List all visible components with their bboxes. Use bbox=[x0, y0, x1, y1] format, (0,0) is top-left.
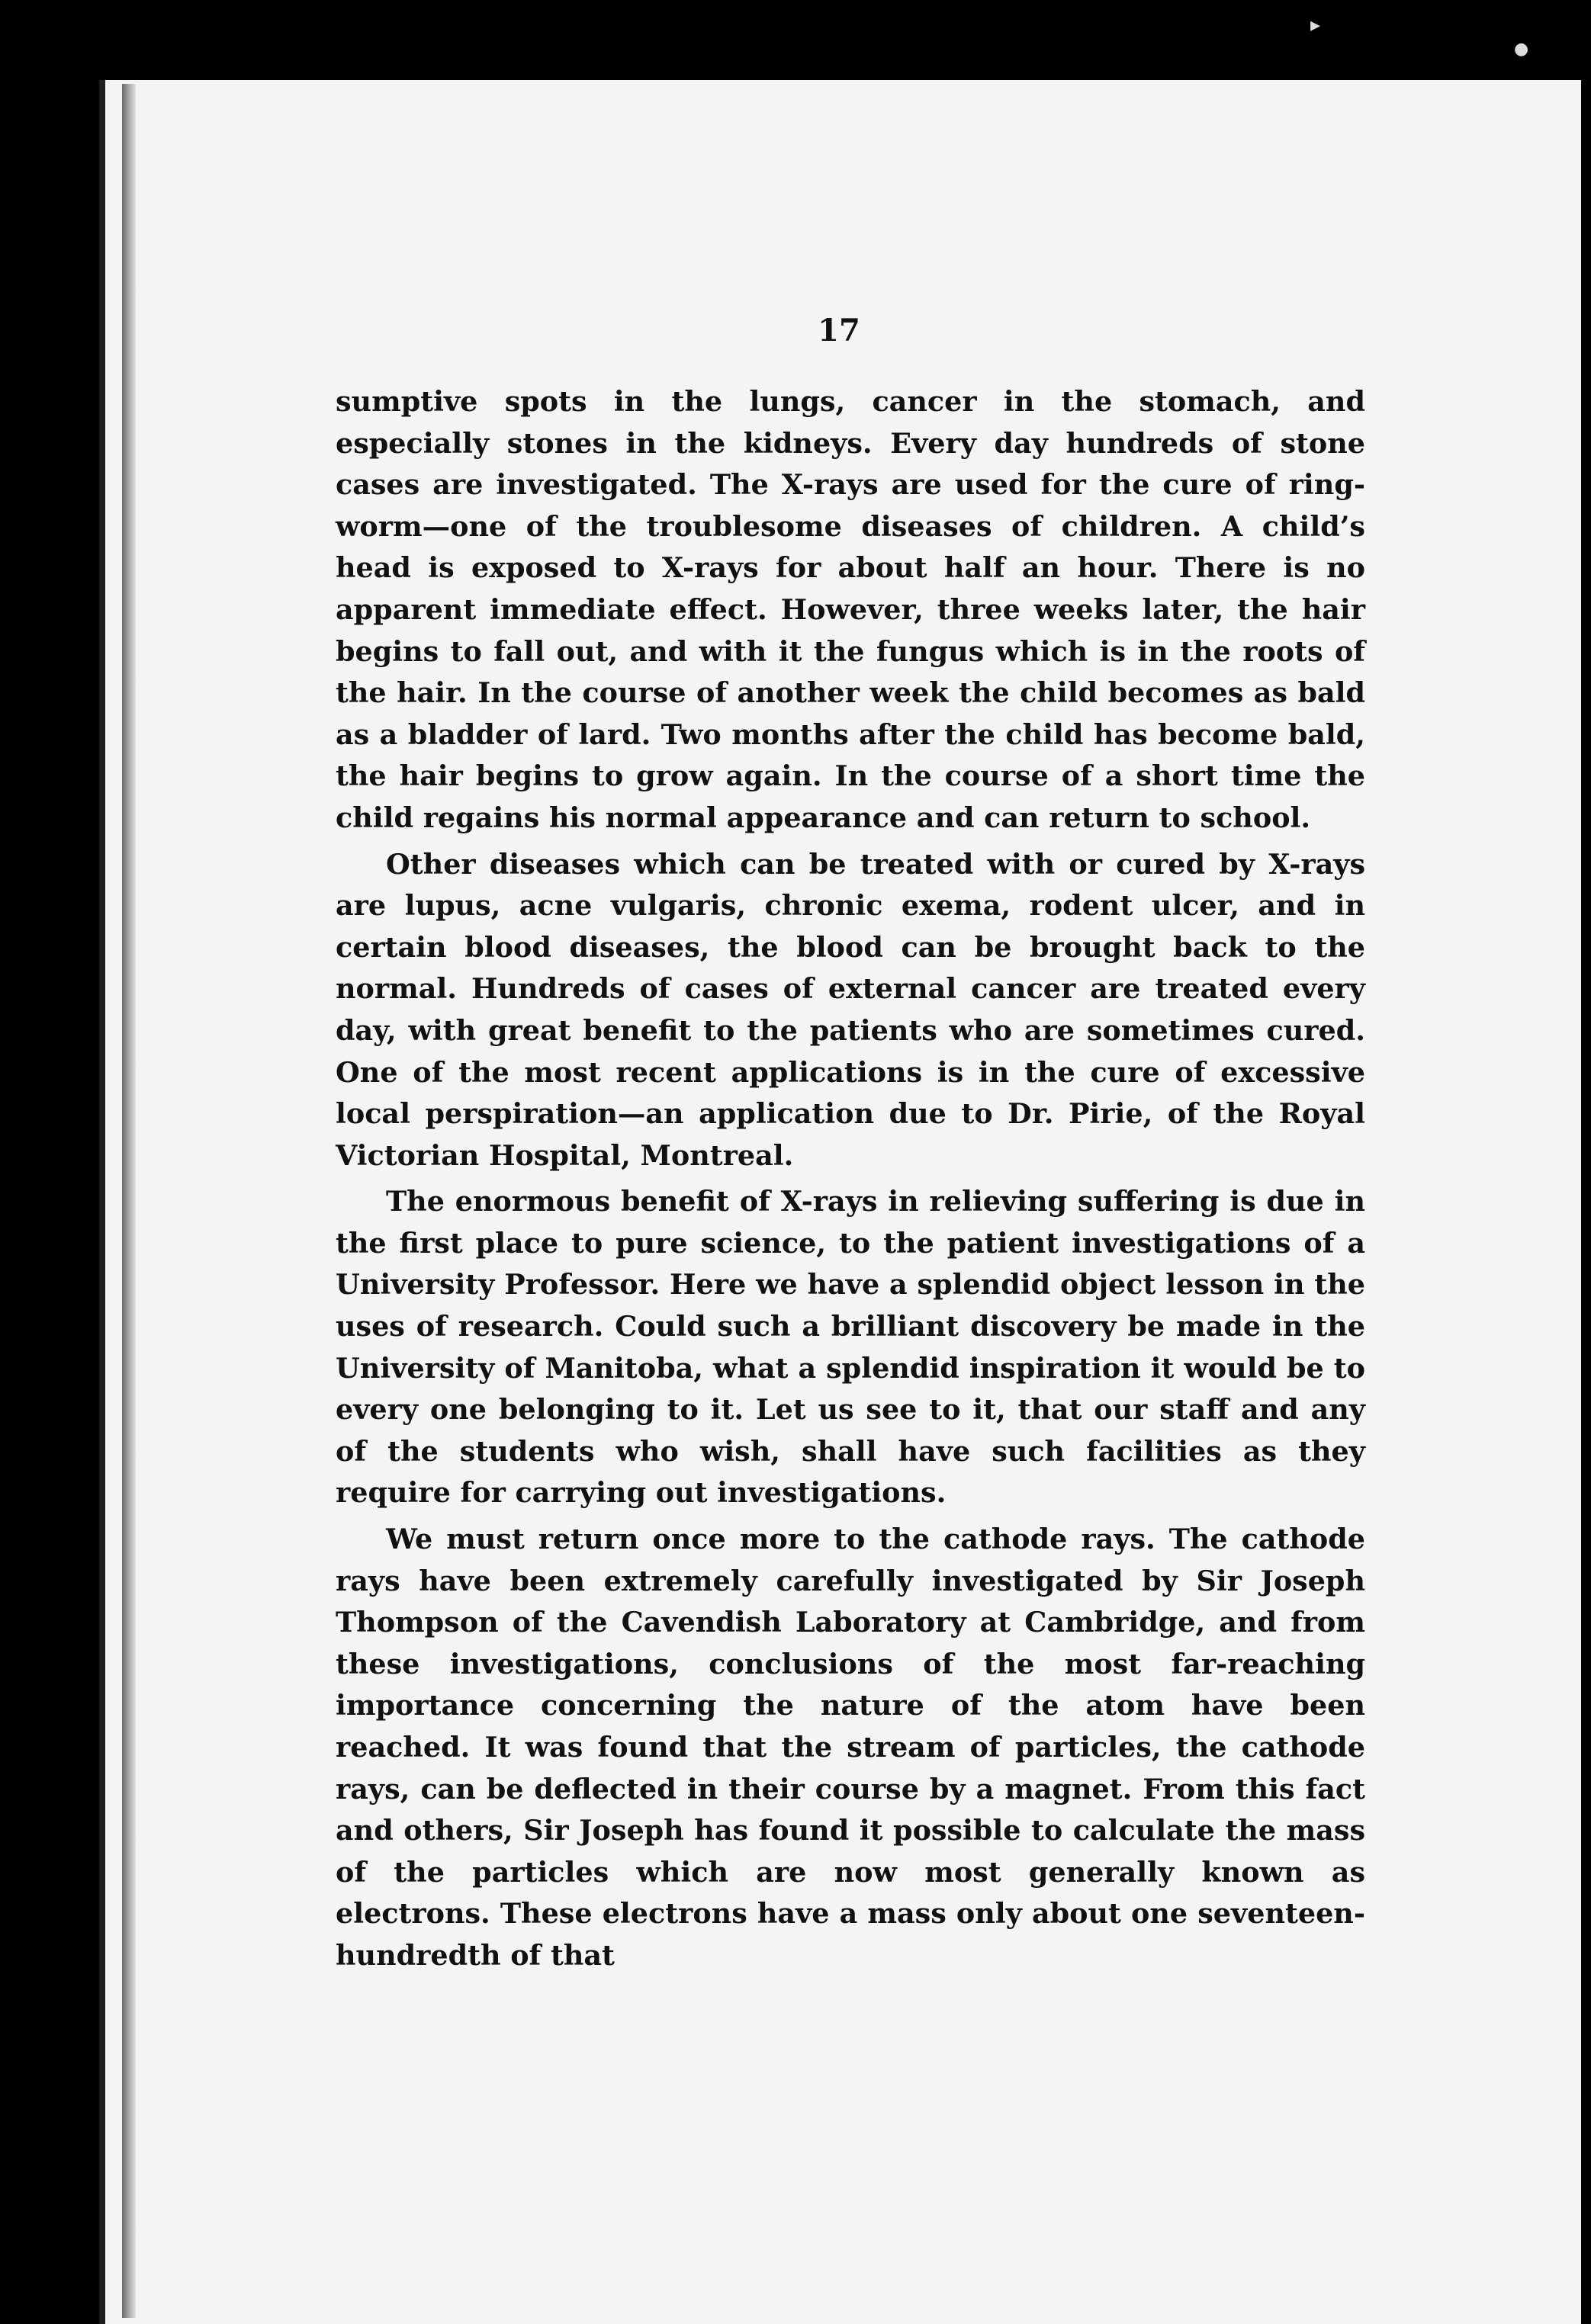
page-number: 17 bbox=[818, 313, 860, 348]
scan-speck: ▸ bbox=[1310, 14, 1321, 37]
paragraph: Other diseases which can be treated with or cured by X-rays are lupus, acne vulgaris, chronic exema, rodent ulcer, and in certain blood diseases, the blood can be brought back to the normal. Hundreds of cases of external cancer are treated every day, with great benefit to the patients who are sometimes cured. One of the most recent applications is in the cure of excessive local perspiration—an application due to Dr. Pirie, of the Royal Victorian Hospital, Montreal. bbox=[336, 847, 1365, 1172]
paragraph: sumptive spots in the lungs, cancer in the stomach, and especially stones in the kidneys. Every day hundreds of stone cases are investigated. The X-rays are used for the cure of ring-worm—one of the troublesome diseases of children. A child’s head is exposed to X-rays for about half an hour. There is no apparent immediate effect. However, three weeks later, the hair begins to fall out, and with it the fungus which is in the roots of the hair. In the course of another week the child becomes as bald as a bladder of lard. Two months after the child has become bald, the hair begins to grow again. In the course of a short time the child regains his normal appearance and can return to school. bbox=[336, 385, 1365, 834]
scan-speck: ● bbox=[1514, 40, 1529, 59]
paragraph: We must return once more to the cathode rays. The cathode rays have been extremely carefully investigated by Sir Joseph Thompson of the Cavendish Laboratory at Cambridge, and from these investigations, conclusions of the most far-reaching importance concerning the nature of the atom have been reached. It was found that the stream of particles, the cathode rays, can be deflected in their course by a magnet. From this fact and others, Sir Joseph has found it possible to calculate the mass of the particles which are now most generally known as electrons. These electrons have a mass only about one seventeen-hundredth of that bbox=[336, 1523, 1365, 1972]
paragraph: The enormous benefit of X-rays in relieving suffering is due in the first place to pure science, to the patient investigations of a University Professor. Here we have a splendid object lesson in the uses of research. Could such a brilliant discovery be made in the University of Manitoba, what a splendid inspiration it would be to every one belonging to it. Let us see to it, that our staff and any of the students who wish, shall have such facilities as they require for carrying out investigations. bbox=[336, 1185, 1365, 1510]
page-binding-edge bbox=[122, 84, 136, 2318]
body-text bbox=[336, 381, 1365, 1982]
